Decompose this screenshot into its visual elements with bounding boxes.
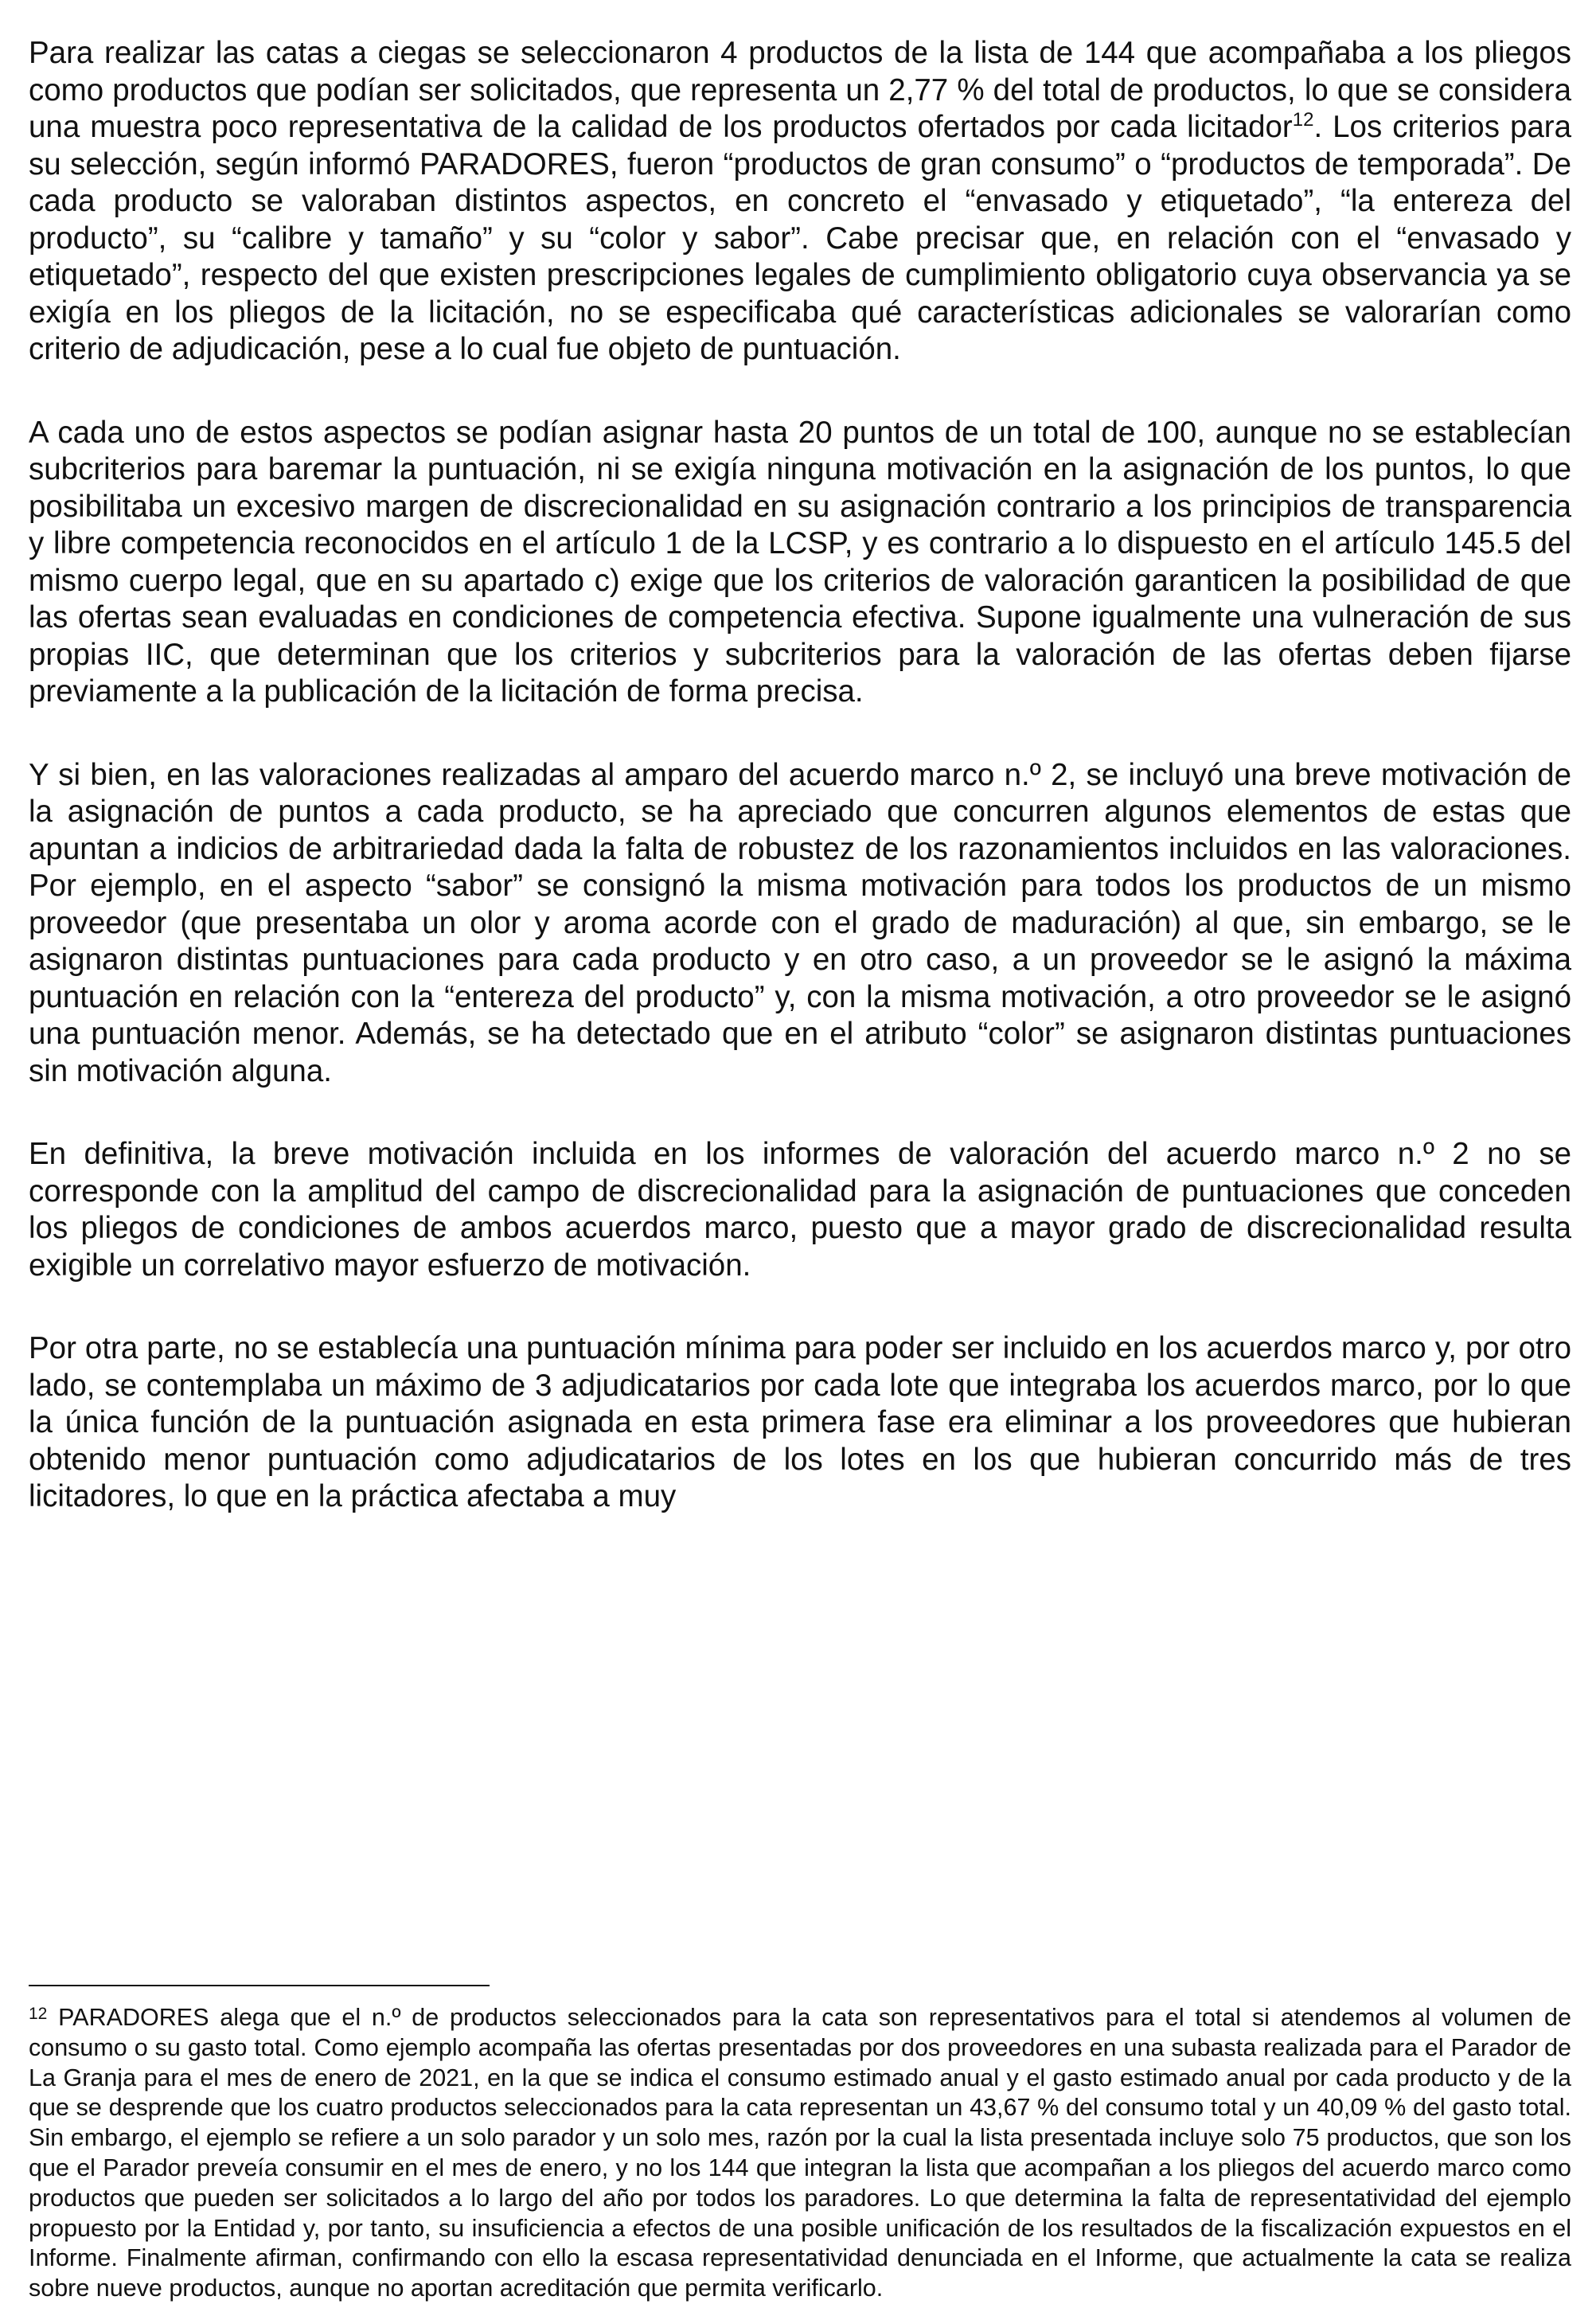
footnote-text: PARADORES alega que el n.º de productos seleccionados para la cata son representativos para el total si atendemos al volumen de consumo o su gasto total. Como ejemplo acompaña las ofertas presentadas por dos proveedores en una subasta realizada para el Parador de La Granja para el mes de enero de 2021, en la que se indica el consumo estimado anual y el gasto estimado anual por cada producto y de la que se desprende que los cuatro productos seleccionados para la cata representan un 43,67 % del consumo total y un 40,09 % del gasto total. Sin embargo, el ejemplo se refiere a un solo parador y un solo mes, razón por la cual la lista presentada incluye solo 75 productos, que son los que el Parador preveía consumir en el mes de enero, y no los 144 que integran la lista que acompañan a los pliegos del acuerdo marco como productos que pueden ser solicitados a lo largo del año por todos los paradores. Lo que determina la falta de representatividad del ejemplo propuesto por la Entidad y, por tanto, su insuficiencia a efectos de una posible unificación de los resultados de la fiscalización expuestos en el Informe. Finalmente afirman, confirmando con ello la escasa representatividad denunciada en el Informe, que actualmente la cata se realiza sobre nueve productos, aunque no aportan acreditación que permita verificarlo. <box>29 2004 1571 2302</box>
footnote-number: 12 <box>29 2005 48 2023</box>
footnote-separator <box>29 1985 490 1986</box>
paragraph-minimum-score: Por otra parte, no se establecía una puntuación mínima para poder ser incluido en los acuerdos marco y, por otro lado, se contemplaba un máximo de 3 adjudicatarios por cada lote que integraba los acuerdos marco, por lo que la única función de la puntuación asignada en esta primera fase era eliminar a los proveedores que hubieran obtenido menor puntuación como adjudicatarios de los lotes en los que hubieran concurrido más de tres licitadores, lo que en la práctica afectaba a muy <box>29 1331 1571 1513</box>
footnote <box>29 2003 1571 2304</box>
paragraph-text: Para realizar las catas a ciegas se seleccionaron 4 productos de la lista de 144 que acompañaba a los pliegos como productos que podían ser solicitados, que representa un 2,77 % del total de productos, lo que se considera una muestra poco representativa de la calidad de los productos ofertados por cada licitador <box>29 36 1571 144</box>
footnote-reference[interactable]: 12 <box>1292 109 1314 131</box>
paragraph-conclusion: En definitiva, la breve motivación incluida en los informes de valoración del acuerdo marco n.º 2 no se corresponde con la amplitud del campo de discrecionalidad para la asignación de puntuaciones que conceden los pliegos de condiciones de ambos acuerdos marco, puesto que a mayor grado de discrecionalidad resulta exigible un correlativo mayor esfuerzo de motivación. <box>29 1137 1571 1283</box>
paragraph-text: . Los criterios para su selección, según informó PARADORES, fueron “productos de gran consumo” o “productos de temporada”. De cada producto se valoraban distintos aspectos, en concreto el “envasado y etiquetado”, “la entereza del producto”, su “calibre y tamaño” y su “color y sabor”. Cabe precisar que, en relación con el “envasado y etiquetado”, respecto del que existen prescripciones legales de cumplimiento obligatorio cuya observancia ya se exigía en los pliegos de la licitación, no se especificaba qué características adicionales se valorarían como criterio de adjudicación, pese a lo cual fue objeto de puntuación. <box>29 110 1572 366</box>
document-body <box>29 35 1571 1562</box>
paragraph-scoring-criteria: A cada uno de estos aspectos se podían asignar hasta 20 puntos de un total de 100, aunque no se establecían subcriterios para baremar la puntuación, ni se exigía ninguna motivación en la asignación de los puntos, lo que posibilitaba un excesivo margen de discrecionalidad en su asignación contrario a los principios de transparencia y libre competencia reconocidos en el artículo 1 de la LCSP, y es contrario a lo dispuesto en el artículo 145.5 del mismo cuerpo legal, que en su apartado c) exige que los criterios de valoración garanticen la posibilidad de que las ofertas sean evaluadas en condiciones de competencia efectiva. Supone igualmente una vulneración de sus propias IIC, que determinan que los criterios y subcriterios para la valoración de las ofertas deben fijarse previamente a la publicación de la licitación de forma precisa. <box>29 415 1571 709</box>
paragraph-arbitrariness: Y si bien, en las valoraciones realizadas al amparo del acuerdo marco n.º 2, se incluyó una breve motivación de la asignación de puntos a cada producto, se ha apreciado que concurren algunos elementos de estas que apuntan a indicios de arbitrariedad dada la falta de robustez de los razonamientos incluidos en las valoraciones. Por ejemplo, en el aspecto “sabor” se consignó la misma motivación para todos los productos de un mismo proveedor (que presentaba un olor y aroma acorde con el grado de maduración) al que, sin embargo, se le asignaron distintas puntuaciones para cada producto y en otro caso, a un proveedor se le asignó la máxima puntuación en relación con la “entereza del producto” y, con la misma motivación, a otro proveedor se le asignó una puntuación menor. Además, se ha detectado que en el atributo “color” se asignaron distintas puntuaciones sin motivación alguna. <box>29 757 1571 1088</box>
paragraph-blind-tasting <box>29 35 1571 369</box>
